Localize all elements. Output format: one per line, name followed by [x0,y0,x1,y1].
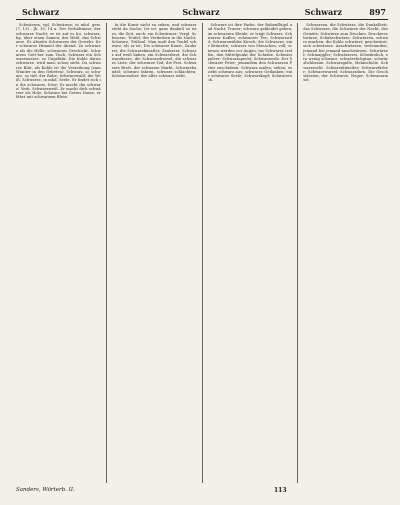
page-footer [16,487,386,497]
column-divider [297,23,298,483]
column-divider [202,23,203,483]
page-header [16,7,386,19]
header-left-keyword: Schwarz [22,7,60,17]
signature-mark: 113 [274,487,287,494]
text-column-1 [16,23,101,483]
header-right-keyword: Schwarz [304,7,342,17]
column-4-text: Schwarzen, die Schwärze, die Dunkelheit; das Schwarze; die Schwärze der Nacht, des Gemüts; Schwärze zum Drucken, Druckerschwärze; Schuhschwärze. Schwärzen, schwarz machen; die Kohle schwärzt; geschwärzt; sich schwärzen. Anschwärzen, verleumden; jemand bei jemand anschwärzen. Schwärzer, Schmuggler; Schwärzerei. Schwärzlich, ein wenig schwarz; schwärzlichgrau; schwärzlichbraun. Schwarzgalle, Melancholie. Schwarzsucht. Schwarzkünstler; Schwarzfärber; Schwarzwurzel; Schwarzdorn. Die Geschwärzten, der Schwarze, Neger; Schwarzamsel. [303,23,388,83]
column-divider [106,23,107,483]
page-number: 897 [369,7,386,17]
text-column-2 [112,23,197,483]
footer-source: Sanders, Wörterb. II. [16,487,75,493]
header-center-keyword: Schwarz [182,7,220,17]
text-columns [16,23,388,483]
header-rule [16,19,388,20]
column-2-text: In die Kunst nicht zu sehen; und schwarz steht da Sache; (es ist: ganz dunkel) so ist es; die Zeit, auch: ein Schwärmer; Vergl. Schwarze, Teufel; des Verderben in die Nacht; Schwarz, Trübsal. Man malt den Teufel schwarz, als er ist; Die schwarze Kunst, Zauberei; die Schwarzkünstler, Zauberer. Schwarz auf weiß haben, ein Schwarzbrot, die Schwarzbeere, die Schwarzdrossel, die schwarze Liste, der schwarze Tod, die Pest. Schwarzes Brett, der schwarze Markt, Schwarzhandel; schwarz fahren, schwarz schlachten; Schwarzseher, der alles schwarz sieht. [111,23,197,78]
column-3-text: Schwarz ist ihre Farbe, der Rabenflügel und Nacht; Trauer; schwarz gekleidet gehen; im schwarzen Kleide; er trägt Schwarz. Schwarzer Kaffee; schwarzer Tee; Schwarzwild; Schwarzwälder Kirsch; die Schwarze, eine Brünette; schwarz von Menschen, voll; schwarz werden vor Augen; ins Schwarze treffen, den Mittelpunkt der Scheibe. Schwarzpulver; Schwarzspecht; Schwarzerde. Der Schwarze Peter; jemandem den Schwarzen Peter zuschieben. Schwarz malen, sehen; es sieht schwarz aus; schwarze Gedanken; eine schwarze Seele; Schwarzkopf; Schwarzrock. [207,23,293,83]
text-column-3 [208,23,293,483]
text-column-4 [303,23,388,483]
column-1-text: Schwärzen, vgl. Schwärme; in mhd. gew. (7, 13) ; Jh. 10, 14 n. Der Verhältnisse; der schwarze Nacht; er ist auf es hu. schwarz, hg. über einen Samen; des Weiß, das Schwarze. Er Abseite Schwarzes der Gewehr. Der schwarze Himmel der Abend. Zu schwarze als die Hölle; schwarzes Geschickt, Schwarzes Gott-her zum Tisch; Schwarz ein Schwarzwasser: so Ungefähr. Die Kohle daran schwarze, wird man: schon sieht. Du schwarze Blut, als Kohle ist die Verzeihung (zum Wunder in den Gebeten). Schwarz, so schwarz, so tief, der Rabe; Schwarzwald; die Weiß, Schwarze, in mhd. Seele. Er findet sich in die schwarze, böse; Er macht ihn schwarz! Verh. Schwarzweiß. Er macht dich schwärzer als Holz; Schwarz bei Gottes Name, er fährt mit schwarzem Blute. [16,23,101,100]
